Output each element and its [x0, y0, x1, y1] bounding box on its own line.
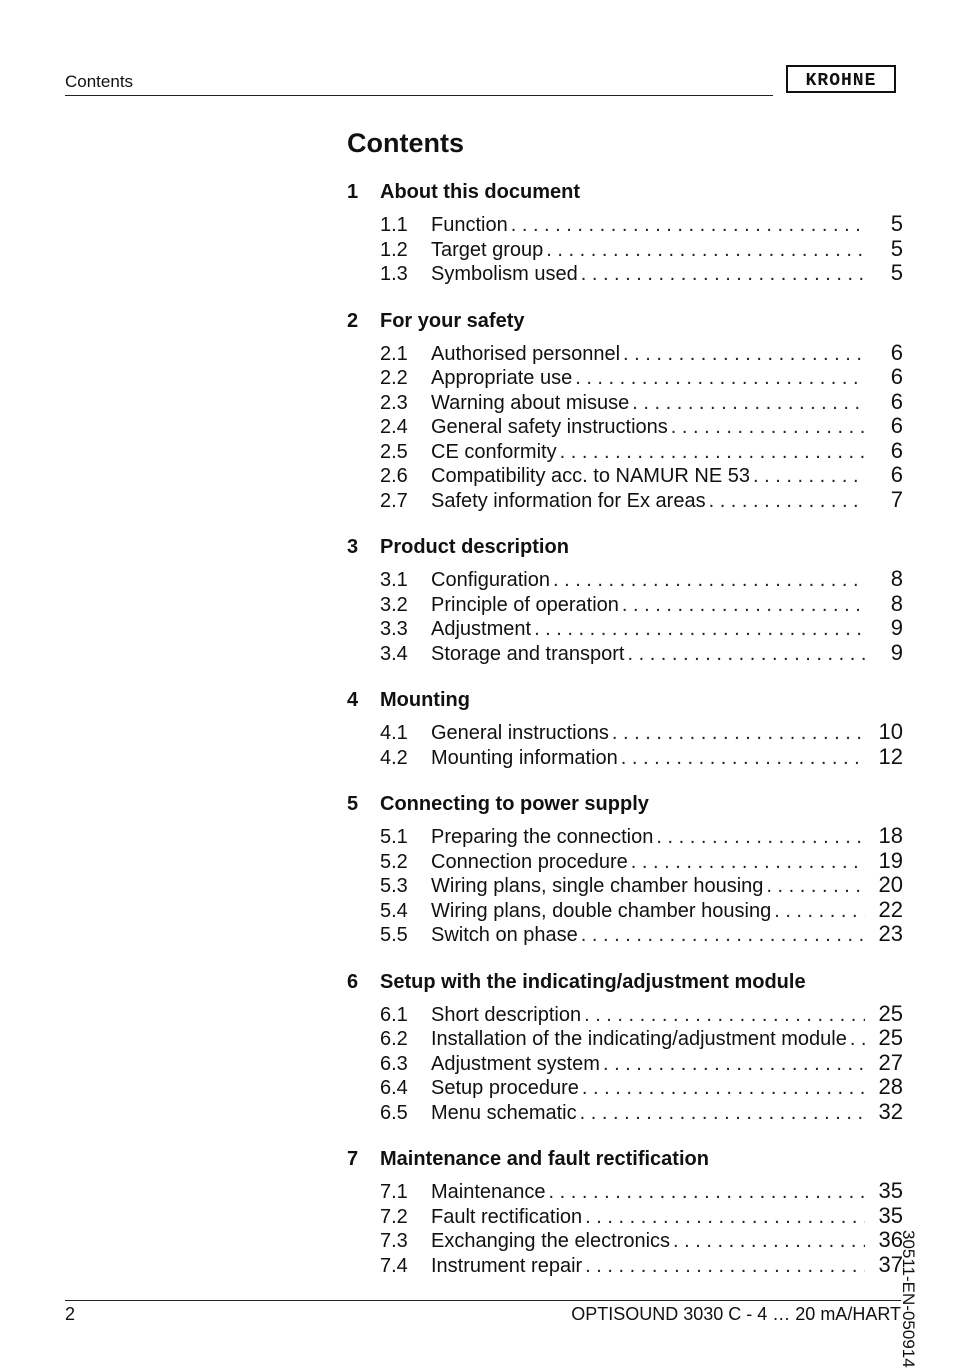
toc-entry[interactable]: [380, 566, 903, 591]
entry-page-number: 36: [878, 1227, 903, 1252]
entry-page-number: 7: [890, 486, 903, 512]
toc-entry[interactable]: [380, 823, 903, 848]
entry-number: 5.4: [380, 899, 408, 922]
toc-entry[interactable]: [380, 236, 903, 261]
dot-leader: [578, 924, 865, 947]
entry-page-number: 23: [878, 921, 903, 946]
toc-entry[interactable]: [380, 1001, 903, 1026]
entry-number: 7.4: [380, 1254, 408, 1277]
dot-leader: [572, 367, 865, 390]
dot-leader: [628, 851, 865, 874]
section-title: Connecting to power supply: [380, 793, 649, 815]
entry-title: Maintenance: [431, 1181, 546, 1203]
section-number: 3: [347, 536, 359, 558]
toc-section: [347, 308, 903, 512]
entry-page-number: 27: [878, 1049, 903, 1075]
entry-number: 6.2: [380, 1028, 408, 1050]
dot-leader: [577, 1102, 865, 1125]
entry-number: 1.1: [380, 214, 408, 236]
footer-product-name: OPTISOUND 3030 C - 4 … 20 mA/HART: [571, 1304, 901, 1324]
dot-leader: [578, 263, 865, 286]
entry-title: Compatibility acc. to NAMUR NE 53: [431, 465, 750, 487]
entry-title: Symbolism used: [431, 263, 578, 285]
toc-section: [347, 687, 903, 768]
entry-page-number: 35: [878, 1202, 903, 1228]
dot-leader: [653, 826, 865, 849]
dot-leader: [579, 1077, 865, 1100]
toc-section-heading[interactable]: [347, 1146, 903, 1172]
toc-section-heading[interactable]: [347, 969, 903, 995]
toc-entry[interactable]: [380, 848, 903, 873]
entry-number: 1.3: [380, 263, 408, 285]
dot-leader: [763, 875, 865, 898]
entry-number: 2.4: [380, 416, 408, 438]
entry-number: 6.5: [380, 1101, 408, 1124]
page-title: Contents: [347, 128, 464, 158]
toc-entry[interactable]: [380, 1025, 903, 1050]
toc-section: [347, 534, 903, 664]
toc-entry[interactable]: [380, 340, 903, 365]
page-number: 2: [65, 1304, 76, 1324]
dot-leader: [750, 465, 865, 488]
entry-title: Short description: [431, 1003, 582, 1026]
entry-title: Installation of the indicating/adjustment module: [431, 1028, 847, 1050]
toc-entry[interactable]: [380, 1227, 903, 1252]
entry-title: Adjustment system: [431, 1052, 600, 1075]
dot-leader: [670, 1230, 865, 1253]
entry-page-number: 37: [878, 1251, 903, 1277]
running-header: Contents: [65, 72, 134, 91]
entry-page-number: 8: [890, 566, 903, 591]
toc-section-heading[interactable]: [347, 687, 903, 713]
section-number: 4: [347, 689, 359, 711]
entry-number: 5.1: [380, 826, 408, 848]
entry-page-number: 10: [878, 719, 903, 744]
toc-section-heading[interactable]: [347, 179, 903, 205]
toc-section: [347, 1146, 903, 1276]
section-title: Setup with the indicating/adjustment module: [380, 970, 806, 993]
entry-number: 7.1: [380, 1181, 408, 1203]
entry-number: 7.3: [380, 1230, 408, 1252]
entry-page-number: 5: [890, 235, 903, 261]
toc-entry[interactable]: [380, 1252, 903, 1277]
table-of-contents: [347, 179, 903, 1299]
entry-number: 2.2: [380, 367, 408, 389]
section-title: Maintenance and fault rectification: [380, 1148, 709, 1170]
section-title: Mounting: [380, 689, 470, 711]
entry-title: Warning about misuse: [431, 391, 630, 414]
section-number: 7: [347, 1148, 359, 1170]
toc-entry[interactable]: [380, 1074, 903, 1099]
entry-page-number: 25: [878, 1025, 903, 1050]
entry-title: Appropriate use: [431, 367, 573, 389]
dot-leader: [668, 416, 865, 439]
dot-leader: [508, 214, 865, 237]
entry-title: Authorised personnel: [431, 342, 621, 365]
toc-entry[interactable]: [380, 1050, 903, 1075]
entry-number: 5.3: [380, 875, 408, 897]
section-number: 5: [347, 793, 359, 815]
toc-entry[interactable]: [380, 487, 903, 512]
entry-page-number: 28: [878, 1074, 903, 1099]
entry-page-number: 5: [890, 211, 903, 236]
toc-entry[interactable]: [380, 640, 903, 665]
entry-number: 3.3: [380, 618, 408, 640]
entry-title: Storage and transport: [431, 642, 625, 665]
entry-number: 5.2: [380, 850, 408, 873]
entry-title: General instructions: [431, 722, 609, 744]
entry-number: 6.1: [380, 1003, 408, 1026]
dot-leader: [619, 594, 865, 617]
toc-section-heading[interactable]: [347, 534, 903, 560]
entry-title: Configuration: [431, 569, 550, 591]
entry-number: 2.1: [380, 342, 408, 365]
entry-title: Setup procedure: [431, 1077, 579, 1099]
entry-page-number: 9: [890, 615, 903, 640]
entry-title: Fault rectification: [431, 1205, 583, 1228]
entry-title: Exchanging the electronics: [431, 1230, 671, 1252]
entry-page-number: 32: [878, 1098, 903, 1124]
section-number: 2: [347, 309, 359, 332]
dot-leader: [546, 1181, 865, 1204]
dot-leader: [531, 618, 865, 641]
toc-section: [347, 179, 903, 285]
entry-number: 2.5: [380, 440, 408, 463]
entry-title: Wiring plans, single chamber housing: [431, 875, 764, 897]
entry-title: Adjustment: [431, 618, 532, 640]
dot-leader: [618, 747, 865, 770]
dot-leader: [543, 239, 865, 262]
entry-number: 2.6: [380, 465, 408, 487]
entry-number: 6.3: [380, 1052, 408, 1075]
entry-page-number: 22: [878, 896, 903, 922]
entry-number: 2.7: [380, 489, 408, 512]
toc-entry[interactable]: [380, 872, 903, 897]
entry-page-number: 6: [890, 364, 903, 389]
entry-number: 7.2: [380, 1205, 408, 1228]
header-rule: [65, 95, 773, 96]
entry-title: Function: [431, 214, 508, 236]
section-title: About this document: [380, 181, 580, 203]
entry-page-number: 6: [890, 388, 903, 414]
section-title: For your safety: [380, 309, 525, 332]
toc-entry[interactable]: [380, 615, 903, 640]
toc-entry[interactable]: [380, 211, 903, 236]
entry-title: Switch on phase: [431, 924, 578, 946]
entry-page-number: 18: [878, 823, 903, 848]
toc-section-heading[interactable]: [347, 791, 903, 817]
toc-entry[interactable]: [380, 719, 903, 744]
toc-entry[interactable]: [380, 462, 903, 487]
dot-leader: [582, 1255, 865, 1278]
dot-leader: [624, 643, 865, 666]
entry-number: 1.2: [380, 238, 408, 261]
toc-entry[interactable]: [380, 591, 903, 616]
dot-leader: [620, 343, 865, 366]
entry-title: Connection procedure: [431, 850, 628, 873]
entry-title: Principle of operation: [431, 593, 619, 616]
dot-leader: [706, 490, 865, 513]
toc-entry[interactable]: [380, 897, 903, 922]
entry-page-number: 6: [890, 339, 903, 365]
dot-leader: [557, 441, 865, 464]
entry-number: 6.4: [380, 1077, 408, 1099]
entry-title: Preparing the connection: [431, 826, 654, 848]
krohne-wordmark: [791, 69, 891, 89]
toc-entry[interactable]: [380, 921, 903, 946]
toc-entry[interactable]: [380, 1099, 903, 1124]
entry-title: General safety instructions: [431, 416, 668, 438]
entry-number: 3.1: [380, 569, 408, 591]
entry-title: CE conformity: [431, 440, 557, 463]
entry-page-number: 12: [878, 743, 903, 769]
entry-number: 2.3: [380, 391, 408, 414]
dot-leader: [629, 392, 865, 415]
entry-title: Instrument repair: [431, 1254, 583, 1277]
krohne-logo: [786, 65, 896, 93]
toc-entry[interactable]: [380, 260, 903, 285]
toc-entry[interactable]: [380, 438, 903, 463]
document-id: 30511-EN-050914: [899, 1230, 918, 1368]
entry-page-number: 8: [890, 590, 903, 616]
toc-entry[interactable]: [380, 364, 903, 389]
section-number: 1: [347, 181, 359, 203]
footer-rule: [65, 1300, 901, 1301]
entry-page-number: 9: [890, 639, 903, 665]
entry-page-number: 25: [878, 1000, 903, 1026]
dot-leader: [600, 1053, 865, 1076]
entry-number: 3.4: [380, 642, 408, 665]
section-title: Product description: [380, 536, 569, 558]
entry-page-number: 19: [878, 847, 903, 873]
entry-number: 5.5: [380, 924, 408, 946]
dot-leader: [771, 900, 865, 923]
dot-leader: [847, 1028, 865, 1051]
entry-title: Target group: [431, 238, 544, 261]
section-number: 6: [347, 970, 359, 993]
toc-entry[interactable]: [380, 1178, 903, 1203]
entry-page-number: 6: [890, 413, 903, 438]
dot-leader: [581, 1004, 865, 1027]
entry-number: 3.2: [380, 593, 408, 616]
toc-entry[interactable]: [380, 413, 903, 438]
entry-number: 4.2: [380, 746, 408, 769]
entry-page-number: 20: [878, 872, 903, 897]
entry-page-number: 5: [890, 260, 903, 285]
entry-page-number: 6: [890, 437, 903, 463]
entry-title: Mounting information: [431, 746, 618, 769]
entry-page-number: 6: [890, 462, 903, 487]
toc-entry[interactable]: [380, 1203, 903, 1228]
toc-entry[interactable]: [380, 389, 903, 414]
entry-title: Menu schematic: [431, 1101, 577, 1124]
dot-leader: [550, 569, 865, 592]
entry-title: Wiring plans, double chamber housing: [431, 899, 772, 922]
toc-section: [347, 791, 903, 946]
svg-text:KROHNE: KROHNE: [805, 71, 877, 89]
dot-leader: [609, 722, 865, 745]
toc-entry[interactable]: [380, 744, 903, 769]
entry-number: 4.1: [380, 722, 408, 744]
toc-section-heading[interactable]: [347, 308, 903, 334]
entry-page-number: 35: [878, 1178, 903, 1203]
entry-title: Safety information for Ex areas: [431, 489, 706, 512]
dot-leader: [582, 1206, 865, 1229]
toc-section: [347, 969, 903, 1124]
